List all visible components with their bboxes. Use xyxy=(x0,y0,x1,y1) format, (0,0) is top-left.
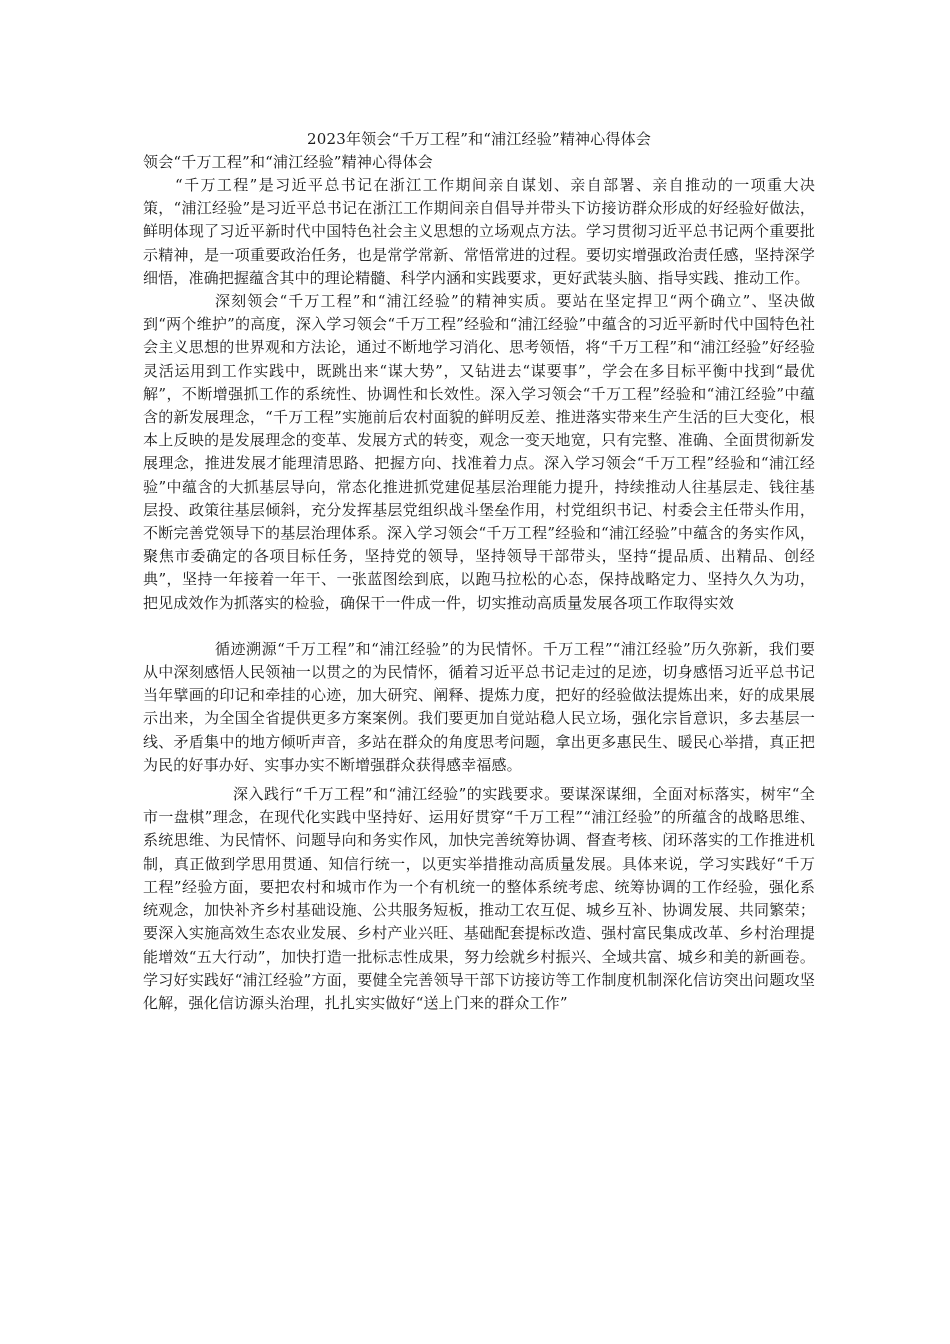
paragraph-people-oriented: 循迹溯源“千万工程”和“浦江经验”的为民情怀。千万工程”“浦江经验”历久弥新，我们要从中深刻感悟人民领袖一以贯之的为民情怀，循着习近平总书记走过的足迹，切身感悟习近平总书记当年擘画的印记和牵挂的心迹，加大研究、阐释、提炼力度，把好的经验做法提炼出来，好的成果展示出来，为全国全省提供更多方案案例。我们要更加自觉站稳人民立场，强化宗旨意识，多去基层一线、矛盾集中的地方倾听声音，多站在群众的角度思考问题，拿出更多惠民生、暖民心举措，真正把为民的好事办好、实事办实不断增强群众获得感幸福感。 xyxy=(143,639,815,774)
paragraph-practice-requirements: 深入践行“千万工程”和“浦江经验”的实践要求。要谋深谋细，全面对标落实，树牢“全市一盘棋”理念，在现代化实践中坚持好、运用好贯穿“千万工程”“浦江经验”的所蕴含的战略思维、系统思维、为民情怀、问题导向和务实作风，加快完善统筹协调、督查考核、闭环落实的工作推进机制，真正做到学思用贯通、知信行统一，以更实举措推动高质量发展。具体来说，学习实践好“千万工程”经验方面，要把农村和城市作为一个有机统一的整体系统考虑、统筹协调的工作经验，强化系统观念，加快补齐乡村基础设施、公共服务短板，推动工农互促、城乡互补、协调发展、共同繁荣；要深入实施高效生态农业发展、乡村产业兴旺、基础配套提标改造、强村富民集成改革、乡村治理提能增效“五大行动”，加快打造一批标志性成果，努力绘就乡村振兴、全域共富、城乡和美的新画卷。学习好实践好“浦江经验”方面，要健全完善领导干部下访接访等工作制度机制深化信访突出问题攻坚化解，强化信访源头治理，扎扎实实做好“送上门来的群众工作” xyxy=(143,785,815,1012)
document-subtitle: 领会“千万工程”和“浦江经验”精神心得体会 xyxy=(143,153,433,171)
document-title: 2023年领会“千万工程”和“浦江经验”精神心得体会 xyxy=(306,130,652,148)
paragraph-intro: “千万工程”是习近平总书记在浙江工作期间亲自谋划、亲自部署、亲自推动的一项重大决策，“浦江经验”是习近平总书记在浙江工作期间亲自倡导并带头下访接访群众形成的好经验好做法，鲜明体现了习近平新时代中国特色社会主义思想的立场观点方法。学习贯彻习近平总书记两个重要批示精神，是一项重要政治任务，也是常学常新、常悟常进的过程。要切实增强政治责任感，坚持深学细悟，准确把握蕴含其中的理论精髓、科学内涵和实践要求，更好武装头脑、指导实践、推动工作。 xyxy=(143,176,815,287)
paragraph-spirit-essence: 深刻领会“千万工程”和“浦江经验”的精神实质。要站在坚定捍卫“两个确立”、坚决做到“两个维护”的高度，深入学习领会“千万工程”经验和“浦江经验”中蕴含的习近平新时代中国特色社会主义思想的世界观和方法论，通过不断地学习消化、思考领悟，将“千万工程”和“浦江经验”好经验灵活运用到工作实践中，既跳出来“谋大势”，又钻进去“谋要事”，学会在多目标平衡中找到“最优解”，不断增强抓工作的系统性、协调性和长效性。深入学习领会“千万工程”经验和“浦江经验”中蕴含的新发展理念，“千万工程”实施前后农村面貌的鲜明反差、推进落实带来生产生活的巨大变化，根本上反映的是发展理念的变革、发展方式的转变，观念一变天地宽，只有完整、准确、全面贯彻新发展理念，推进发展才能理清思路、把握方向、找准着力点。深入学习领会“千万工程”经验和“浦江经验”中蕴含的大抓基层导向，常态化推进抓党建促基层治理能力提升，持续推动人往基层走、钱往基层投、政策往基层倾斜，充分发挥基层党组织战斗堡垒作用，村党组织书记、村委会主任带头作用，不断完善党领导下的基层治理体系。深入学习领会“千万工程”经验和“浦江经验”中蕴含的务实作风，聚焦市委确定的各项目标任务，坚持党的领导，坚持领导干部带头，坚持“提品质、出精品、创经典”，坚持一年接着一年干、一张蓝图绘到底，以跑马拉松的心态，保持战略定力、坚持久久为功，把见成效作为抓落实的检验，确保干一件成一件，切实推动高质量发展各项工作取得实效 xyxy=(143,292,815,612)
document-page xyxy=(143,128,815,1015)
paragraph-gap xyxy=(143,615,815,638)
